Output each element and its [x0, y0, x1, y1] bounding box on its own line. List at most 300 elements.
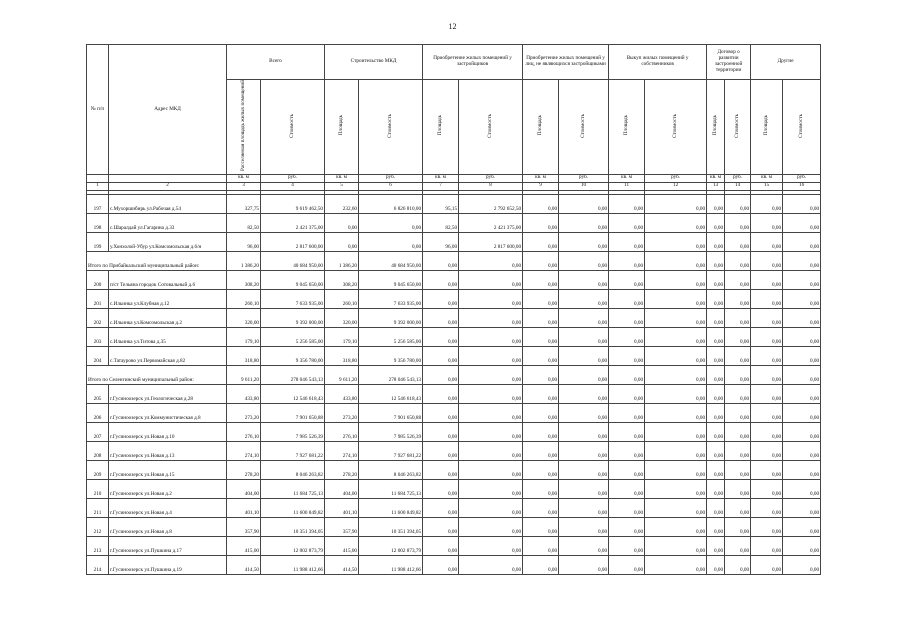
value-cell: 2 792 652,50 [459, 194, 523, 213]
value-cell: 0,00 [707, 441, 725, 460]
value-cell: 0,00 [559, 384, 609, 403]
sub-header: Площадь [325, 80, 359, 175]
value-cell: 0,00 [423, 270, 459, 289]
value-cell: 0,00 [725, 517, 751, 536]
value-cell: 0,00 [725, 403, 751, 422]
value-cell: 0,00 [325, 232, 359, 251]
value-cell: 0,00 [707, 308, 725, 327]
value-cell: 273,20 [227, 403, 261, 422]
value-cell: 0,00 [523, 498, 559, 517]
value-cell: 0,00 [751, 403, 783, 422]
value-cell: 0,00 [707, 365, 725, 384]
value-cell: 11 684 725,13 [359, 479, 423, 498]
value-cell: 8 046 263,82 [359, 460, 423, 479]
value-cell: 0,00 [609, 536, 645, 555]
value-cell: 0,00 [423, 517, 459, 536]
column-number: 5 [325, 182, 359, 190]
address-cell: с.Татаурово ул.Первомайская д.82 [109, 346, 227, 365]
value-cell: 0,00 [645, 213, 707, 232]
value-cell: 0,00 [459, 517, 523, 536]
value-cell: 0,00 [751, 517, 783, 536]
row-number: 212 [87, 517, 109, 536]
value-cell: 0,00 [707, 479, 725, 498]
value-cell: 0,00 [707, 403, 725, 422]
value-cell: 0,00 [609, 346, 645, 365]
value-cell: 0,00 [783, 270, 821, 289]
value-cell: 0,00 [523, 251, 559, 270]
table-row [87, 460, 821, 479]
value-cell: 357,90 [325, 517, 359, 536]
value-cell: 0,00 [559, 346, 609, 365]
row-number: 210 [87, 479, 109, 498]
unit-cell: руб. [261, 174, 325, 182]
value-cell: 0,00 [707, 384, 725, 403]
value-cell: 433,80 [227, 384, 261, 403]
value-cell: 0,00 [707, 422, 725, 441]
value-cell: 0,00 [459, 251, 523, 270]
value-cell: 0,00 [707, 289, 725, 308]
value-cell: 0,00 [725, 213, 751, 232]
header-group: Приобретение жилых помещений у застройщиков [423, 45, 523, 80]
value-cell: 8 046 263,82 [261, 460, 325, 479]
column-number: 2 [109, 182, 227, 190]
header-group: Строительство МКД [325, 45, 423, 80]
row-number: 199 [87, 232, 109, 251]
value-cell: 9 045 650,00 [359, 270, 423, 289]
value-cell: 0,00 [559, 441, 609, 460]
value-cell: 0,00 [725, 289, 751, 308]
value-cell: 7 985 526,39 [261, 422, 325, 441]
row-number: 204 [87, 346, 109, 365]
value-cell: 0,00 [783, 251, 821, 270]
value-cell: 0,00 [359, 213, 423, 232]
sub-header: Площадь [609, 80, 645, 175]
table-row [87, 479, 821, 498]
column-number: 6 [359, 182, 423, 190]
unit-cell [87, 174, 109, 182]
value-cell: 0,00 [751, 194, 783, 213]
value-cell: 0,00 [523, 308, 559, 327]
value-cell: 0,00 [725, 460, 751, 479]
value-cell: 0,00 [645, 517, 707, 536]
address-cell: г.Гусиноозерск ул.Новая д.4 [109, 498, 227, 517]
value-cell: 0,00 [725, 555, 751, 574]
value-cell: 0,00 [609, 270, 645, 289]
unit-cell: руб. [459, 174, 523, 182]
value-cell: 0,00 [783, 384, 821, 403]
value-cell: 179,10 [325, 327, 359, 346]
address-cell: с.Ильинка ул.Клубная д.12 [109, 289, 227, 308]
value-cell: 0,00 [523, 517, 559, 536]
value-cell: 0,00 [609, 251, 645, 270]
row-number: 201 [87, 289, 109, 308]
value-cell: 0,00 [523, 270, 559, 289]
value-cell: 0,00 [751, 384, 783, 403]
value-cell: 95,15 [423, 194, 459, 213]
value-cell: 0,00 [609, 498, 645, 517]
subtotal-row [87, 251, 821, 270]
row-number: 197 [87, 194, 109, 213]
unit-cell: кв. м [227, 174, 261, 182]
value-cell: 0,00 [523, 460, 559, 479]
value-cell: 0,00 [523, 213, 559, 232]
value-cell: 0,00 [707, 536, 725, 555]
subtotal-row [87, 365, 821, 384]
row-number: 200 [87, 270, 109, 289]
value-cell: 0,00 [645, 441, 707, 460]
value-cell: 0,00 [523, 232, 559, 251]
value-cell: 0,00 [459, 460, 523, 479]
unit-cell: кв. м [325, 174, 359, 182]
address-cell: г.Гусиноозерск ул.Пушкина д.19 [109, 555, 227, 574]
value-cell: 0,00 [423, 479, 459, 498]
sub-header: Площадь [423, 80, 459, 175]
value-cell: 0,00 [559, 270, 609, 289]
row-number: 209 [87, 460, 109, 479]
value-cell: 7 985 526,39 [359, 422, 423, 441]
value-cell: 0,00 [423, 441, 459, 460]
value-cell: 7 633 935,00 [359, 289, 423, 308]
header-group-row [87, 45, 821, 80]
value-cell: 0,00 [783, 460, 821, 479]
value-cell: 0,00 [725, 479, 751, 498]
value-cell: 0,00 [751, 232, 783, 251]
resettlement-table [86, 44, 821, 575]
value-cell: 0,00 [559, 498, 609, 517]
column-number: 13 [707, 182, 725, 190]
value-cell: 0,00 [707, 498, 725, 517]
value-cell: 0,00 [523, 403, 559, 422]
value-cell: 0,00 [751, 536, 783, 555]
value-cell: 0,00 [423, 346, 459, 365]
value-cell: 0,00 [609, 232, 645, 251]
value-cell: 0,00 [783, 498, 821, 517]
value-cell: 274,10 [227, 441, 261, 460]
value-cell: 96,00 [423, 232, 459, 251]
row-number: 203 [87, 327, 109, 346]
value-cell: 0,00 [423, 251, 459, 270]
value-cell: 0,00 [783, 479, 821, 498]
value-cell: 82,50 [227, 213, 261, 232]
value-cell: 0,00 [725, 308, 751, 327]
value-cell: 179,10 [227, 327, 261, 346]
value-cell: 0,00 [459, 308, 523, 327]
value-cell: 10 351 394,05 [359, 517, 423, 536]
value-cell: 0,00 [645, 194, 707, 213]
row-number: 213 [87, 536, 109, 555]
column-number: 12 [645, 182, 707, 190]
value-cell: 0,00 [783, 308, 821, 327]
column-number: 16 [783, 182, 821, 190]
value-cell: 0,00 [783, 555, 821, 574]
value-cell: 0,00 [707, 555, 725, 574]
value-cell: 0,00 [559, 213, 609, 232]
address-cell: с.Ильинка ул.Титова д.35 [109, 327, 227, 346]
value-cell: 0,00 [725, 251, 751, 270]
value-cell: 0,00 [783, 403, 821, 422]
row-number: 205 [87, 384, 109, 403]
value-cell: 0,00 [523, 422, 559, 441]
column-number: 1 [87, 182, 109, 190]
value-cell: 0,00 [725, 346, 751, 365]
value-cell: 0,00 [459, 270, 523, 289]
value-cell: 7 633 935,00 [261, 289, 325, 308]
value-cell: 0,00 [751, 365, 783, 384]
unit-cell: руб. [645, 174, 707, 182]
value-cell: 0,00 [645, 327, 707, 346]
value-cell: 401,10 [227, 498, 261, 517]
value-cell: 0,00 [609, 441, 645, 460]
value-cell: 0,00 [645, 460, 707, 479]
value-cell: 0,00 [423, 555, 459, 574]
value-cell: 0,00 [609, 479, 645, 498]
sub-header: Стоимость [459, 80, 523, 175]
value-cell: 0,00 [707, 232, 725, 251]
unit-cell: кв. м [523, 174, 559, 182]
value-cell: 0,00 [645, 384, 707, 403]
table-row [87, 270, 821, 289]
column-number: 9 [523, 182, 559, 190]
table-header [87, 45, 821, 191]
unit-cell: кв. м [423, 174, 459, 182]
value-cell: 404,00 [227, 479, 261, 498]
value-cell: 0,00 [751, 251, 783, 270]
unit-cell: руб. [359, 174, 423, 182]
value-cell: 0,00 [725, 270, 751, 289]
value-cell: 0,00 [783, 536, 821, 555]
value-cell: 320,00 [227, 308, 261, 327]
address-cell: г.Гусиноозерск ул.Новая д.8 [109, 517, 227, 536]
value-cell: 0,00 [559, 403, 609, 422]
value-cell: 0,00 [725, 327, 751, 346]
column-number: 3 [227, 182, 261, 190]
value-cell: 0,00 [783, 289, 821, 308]
address-cell: г.Гусиноозерск ул.Новая д.2 [109, 479, 227, 498]
value-cell: 0,00 [459, 327, 523, 346]
value-cell: 0,00 [725, 422, 751, 441]
address-cell: у.Хонхолой-Убур ул.Комсомольская д.6/н [109, 232, 227, 251]
header-number: № п/п [87, 45, 109, 175]
value-cell: 414,50 [325, 555, 359, 574]
value-cell: 9 611,20 [227, 365, 261, 384]
table-row [87, 555, 821, 574]
sub-header: Стоимость [725, 80, 751, 175]
value-cell: 2 817 600,00 [459, 232, 523, 251]
address-cell: с.Мухоршибирь ул.Рабочая д.54 [109, 194, 227, 213]
row-number: 206 [87, 403, 109, 422]
sub-header: Площадь [707, 80, 725, 175]
value-cell: 0,00 [783, 327, 821, 346]
value-cell: 7 927 681,22 [261, 441, 325, 460]
value-cell: 273,20 [325, 403, 359, 422]
value-cell: 11 684 725,13 [261, 479, 325, 498]
table-row [87, 536, 821, 555]
value-cell: 2 817 600,00 [261, 232, 325, 251]
value-cell: 0,00 [725, 194, 751, 213]
value-cell: 318,80 [325, 346, 359, 365]
value-cell: 0,00 [523, 555, 559, 574]
column-number: 15 [751, 182, 783, 190]
value-cell: 404,00 [325, 479, 359, 498]
value-cell: 320,00 [325, 308, 359, 327]
value-cell: 0,00 [423, 289, 459, 308]
unit-cell: руб. [725, 174, 751, 182]
header-units-row [87, 174, 821, 182]
value-cell: 357,90 [227, 517, 261, 536]
sub-header: Расселяемая площадь жилых помещений [227, 80, 261, 175]
value-cell: 0,00 [609, 327, 645, 346]
value-cell: 0,00 [751, 270, 783, 289]
value-cell: 6 826 810,00 [359, 194, 423, 213]
value-cell: 0,00 [523, 441, 559, 460]
value-cell: 82,50 [423, 213, 459, 232]
value-cell: 0,00 [645, 536, 707, 555]
value-cell: 278,20 [325, 460, 359, 479]
value-cell: 0,00 [609, 517, 645, 536]
address-cell: г.Гусиноозерск ул.Геологическая д.28 [109, 384, 227, 403]
value-cell: 0,00 [645, 251, 707, 270]
value-cell: 0,00 [523, 289, 559, 308]
value-cell: 0,00 [359, 232, 423, 251]
value-cell: 0,00 [559, 289, 609, 308]
value-cell: 2 421 375,00 [459, 213, 523, 232]
value-cell: 0,00 [459, 555, 523, 574]
sub-header: Площадь [523, 80, 559, 175]
value-cell: 9 045 650,00 [261, 270, 325, 289]
value-cell: 0,00 [783, 213, 821, 232]
value-cell: 0,00 [459, 479, 523, 498]
value-cell: 0,00 [523, 327, 559, 346]
header-address: Адрес МКД [109, 45, 227, 175]
table-row [87, 403, 821, 422]
value-cell: 276,10 [325, 422, 359, 441]
value-cell: 308,20 [325, 270, 359, 289]
value-cell: 40 684 950,00 [261, 251, 325, 270]
value-cell: 0,00 [459, 403, 523, 422]
value-cell: 0,00 [645, 346, 707, 365]
value-cell: 0,00 [523, 384, 559, 403]
value-cell: 7 901 650,88 [261, 403, 325, 422]
value-cell: 9 619 462,50 [261, 194, 325, 213]
value-cell: 0,00 [645, 365, 707, 384]
header-column-number-row [87, 182, 821, 190]
value-cell: 0,00 [559, 460, 609, 479]
page-number: 12 [448, 22, 457, 31]
value-cell: 0,00 [559, 479, 609, 498]
value-cell: 0,00 [645, 498, 707, 517]
value-cell: 308,20 [227, 270, 261, 289]
value-cell: 0,00 [559, 232, 609, 251]
value-cell: 0,00 [707, 460, 725, 479]
value-cell: 0,00 [523, 346, 559, 365]
subtotal-label: Итого по Селенгинский муниципальный район: [87, 365, 227, 384]
value-cell: 9 356 780,00 [359, 346, 423, 365]
value-cell: 96,00 [227, 232, 261, 251]
row-number: 207 [87, 422, 109, 441]
value-cell: 0,00 [751, 213, 783, 232]
value-cell: 0,00 [783, 517, 821, 536]
row-number: 198 [87, 213, 109, 232]
value-cell: 0,00 [725, 498, 751, 517]
value-cell: 0,00 [783, 346, 821, 365]
sub-header: Стоимость [359, 80, 423, 175]
value-cell: 0,00 [459, 346, 523, 365]
address-cell: г.Гусиноозерск ул.Пушкина д.17 [109, 536, 227, 555]
value-cell: 0,00 [609, 403, 645, 422]
value-cell: 11 600 849,82 [359, 498, 423, 517]
address-cell: с.Ильинка ул.Комсомольская д.2 [109, 308, 227, 327]
value-cell: 278 046 543,13 [359, 365, 423, 384]
value-cell: 0,00 [751, 346, 783, 365]
table-row [87, 327, 821, 346]
row-number: 211 [87, 498, 109, 517]
unit-cell: кв. м [609, 174, 645, 182]
column-number: 8 [459, 182, 523, 190]
value-cell: 0,00 [645, 270, 707, 289]
address-cell: г.Гусиноозерск ул.Новая д.15 [109, 460, 227, 479]
sub-header: Стоимость [559, 80, 609, 175]
value-cell: 0,00 [523, 194, 559, 213]
value-cell: 0,00 [559, 251, 609, 270]
header-group: Всего [227, 45, 325, 80]
column-number: 4 [261, 182, 325, 190]
value-cell: 7 901 650,88 [359, 403, 423, 422]
value-cell: 0,00 [609, 365, 645, 384]
value-cell: 0,00 [783, 232, 821, 251]
value-cell: 0,00 [707, 251, 725, 270]
value-cell: 0,00 [751, 479, 783, 498]
column-number: 10 [559, 182, 609, 190]
table-row [87, 346, 821, 365]
value-cell: 0,00 [559, 365, 609, 384]
value-cell: 0,00 [751, 441, 783, 460]
value-cell: 0,00 [751, 327, 783, 346]
value-cell: 0,00 [559, 517, 609, 536]
value-cell: 0,00 [783, 365, 821, 384]
address-cell: г.Гусиноозерск ул.Новая д.10 [109, 422, 227, 441]
value-cell: 0,00 [725, 365, 751, 384]
value-cell: 0,00 [423, 536, 459, 555]
value-cell: 0,00 [645, 555, 707, 574]
value-cell: 0,00 [707, 346, 725, 365]
value-cell: 0,00 [423, 384, 459, 403]
value-cell: 0,00 [459, 289, 523, 308]
value-cell: 0,00 [751, 460, 783, 479]
value-cell: 9 392 000,00 [261, 308, 325, 327]
value-cell: 0,00 [645, 308, 707, 327]
value-cell: 0,00 [707, 270, 725, 289]
row-number: 208 [87, 441, 109, 460]
value-cell: 0,00 [523, 479, 559, 498]
value-cell: 0,00 [783, 194, 821, 213]
value-cell: 318,80 [227, 346, 261, 365]
table-row [87, 441, 821, 460]
value-cell: 276,10 [227, 422, 261, 441]
value-cell: 0,00 [459, 365, 523, 384]
value-cell: 0,00 [423, 327, 459, 346]
address-cell: г.Гусиноозерск ул.Новая д.13 [109, 441, 227, 460]
value-cell: 40 684 950,00 [359, 251, 423, 270]
header-group: Выкуп жилых помещений у собственников [609, 45, 707, 80]
value-cell: 0,00 [645, 232, 707, 251]
value-cell: 0,00 [707, 194, 725, 213]
value-cell: 0,00 [609, 308, 645, 327]
value-cell: 1 386,20 [227, 251, 261, 270]
value-cell: 0,00 [523, 536, 559, 555]
value-cell: 0,00 [459, 441, 523, 460]
unit-cell: кв. м [751, 174, 783, 182]
value-cell: 9 356 780,00 [261, 346, 325, 365]
